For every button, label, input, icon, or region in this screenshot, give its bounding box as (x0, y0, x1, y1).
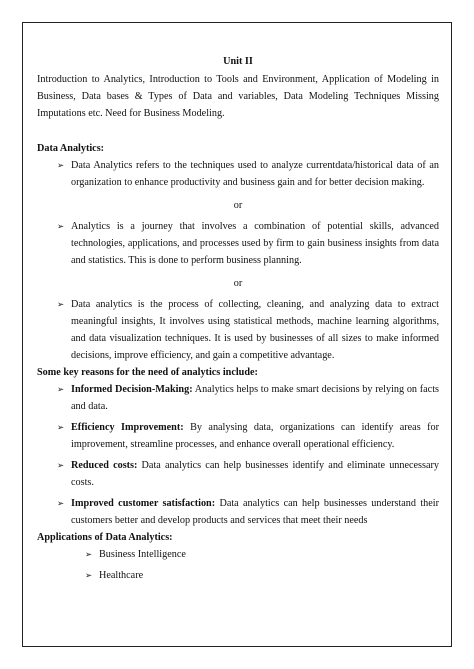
reason-term: Efficiency Improvement: (71, 422, 184, 433)
arrow-bullet-icon: ➢ (57, 498, 65, 508)
arrow-bullet-icon: ➢ (85, 549, 93, 559)
definition-text: Analytics is a journey that involves a combination of potential skills, advanced technologies, applications, and processes used by firm to gain business insights from data and statistics. This is done to perform business planning. (71, 221, 439, 266)
application-label: Healthcare (99, 570, 144, 581)
intro-paragraph: Introduction to Analytics, Introduction to Tools and Environment, Application of Modeling in Business, Data bases & Types of Data and variables, Data Modeling Techniques Missing Imputations etc. Need for Business Modeling. (37, 74, 439, 119)
reason-text: By analysing data, organizations can identify areas for improvement, streamline processes, and enhance overall operational efficiency. (71, 422, 439, 450)
definition-item (37, 296, 439, 364)
definition-text: Data Analytics refers to the techniques used to analyze currentdata/historical data of an organization to enhance productivity and business gain and for better decision making. (71, 160, 439, 188)
reason-item (37, 457, 439, 491)
document-body (37, 53, 439, 584)
definition-text: Data analytics is the process of collecting, cleaning, and analyzing data to extract meaningful insights, It involves using statistical methods, machine learning algorithms, and data visualization techniques. It is used by businesses of all sizes to make informed decisions, improve efficiency, and gain a competitive advantage. (71, 299, 439, 361)
applications-heading: Applications of Data Analytics: (37, 532, 173, 543)
reason-item (37, 419, 439, 453)
unit-title: Unit II (223, 56, 253, 67)
application-label: Business Intelligence (99, 549, 186, 560)
arrow-bullet-icon: ➢ (57, 422, 65, 432)
reasons-heading: Some key reasons for the need of analytics include: (37, 367, 258, 378)
reason-text: Data analytics can help businesses identify and eliminate unnecessary costs. (71, 460, 439, 488)
application-item (37, 567, 439, 584)
data-analytics-heading: Data Analytics: (37, 143, 105, 154)
definition-item (37, 218, 439, 269)
definition-item (37, 157, 439, 191)
reason-text: Analytics helps to make smart decisions by relying on facts and data. (71, 384, 439, 412)
reason-term: Informed Decision-Making: (71, 384, 193, 395)
arrow-bullet-icon: ➢ (57, 384, 65, 394)
reason-term: Reduced costs: (71, 460, 138, 471)
reason-item (37, 381, 439, 415)
or-separator: or (233, 278, 243, 289)
arrow-bullet-icon: ➢ (85, 570, 93, 580)
or-separator: or (233, 200, 243, 211)
reason-item (37, 495, 439, 529)
arrow-bullet-icon: ➢ (57, 221, 65, 231)
arrow-bullet-icon: ➢ (57, 460, 65, 470)
reason-text: Data analytics can help businesses understand their customers better and develop products and services that meet their needs (71, 498, 439, 526)
arrow-bullet-icon: ➢ (57, 160, 65, 170)
application-item (37, 546, 439, 563)
arrow-bullet-icon: ➢ (57, 299, 65, 309)
reason-term: Improved customer satisfaction: (71, 498, 216, 509)
